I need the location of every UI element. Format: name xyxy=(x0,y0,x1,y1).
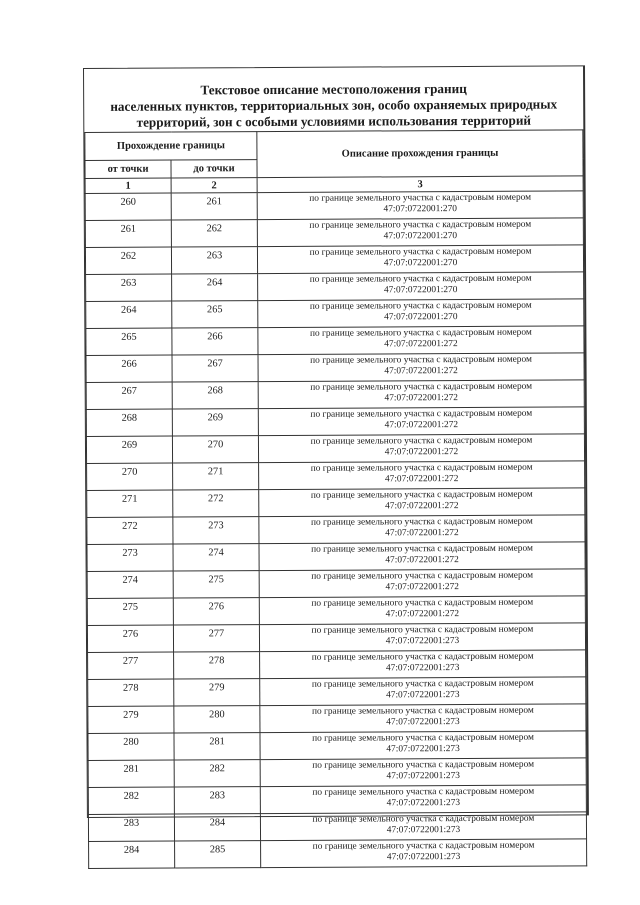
from-point-cell: 270 xyxy=(87,463,173,490)
table-header-row xyxy=(85,130,583,161)
to-point-cell: 282 xyxy=(174,760,260,787)
description-text: по границе земельного участка с кадастровым номером xyxy=(311,678,534,690)
description-cell xyxy=(257,218,583,247)
cadastral-number: 47:07:0722001:273 xyxy=(386,744,460,755)
from-point-cell: 271 xyxy=(87,490,173,517)
cadastral-number: 47:07:0722001:270 xyxy=(384,312,458,323)
description-cell xyxy=(260,812,586,841)
to-point-cell: 265 xyxy=(172,301,258,328)
table-row xyxy=(85,245,583,275)
title-line: Текстовое описание местоположения границ xyxy=(200,80,467,98)
description-text: по границе земельного участка с кадастровым номером xyxy=(310,516,533,528)
table-row xyxy=(88,812,586,842)
from-point-cell: 275 xyxy=(87,598,173,625)
from-point-cell: 274 xyxy=(87,571,173,598)
description-text: по границе земельного участка с кадастровым номером xyxy=(310,354,532,366)
from-point-cell: 267 xyxy=(86,382,172,409)
boundary-table xyxy=(84,129,587,869)
to-point-cell: 284 xyxy=(174,814,260,841)
cadastral-number: 47:07:0722001:273 xyxy=(386,798,461,809)
description-cell xyxy=(258,272,584,301)
description-text: по границе земельного участка с кадастровым номером xyxy=(310,462,533,474)
to-point-cell: 277 xyxy=(173,625,259,652)
description-cell xyxy=(258,434,584,463)
from-point-cell: 273 xyxy=(87,544,173,571)
to-point-cell: 275 xyxy=(173,571,259,598)
table-row xyxy=(88,677,586,707)
description-text: по границе земельного участка с кадастровым номером xyxy=(312,840,535,852)
description-text: по границе земельного участка с кадастровым номером xyxy=(311,705,534,717)
from-point-cell: 279 xyxy=(88,706,174,733)
from-point-cell: 269 xyxy=(86,436,172,463)
cadastral-number: 47:07:0722001:272 xyxy=(385,555,459,566)
table-row xyxy=(88,731,586,761)
from-point-cell: 281 xyxy=(88,760,174,787)
description-text: по границе земельного участка с кадастровым номером xyxy=(311,543,533,555)
from-point-cell: 261 xyxy=(85,220,171,247)
to-point-cell: 261 xyxy=(171,193,257,220)
description-text: по границе земельного участка с кадастровым номером xyxy=(310,489,533,501)
table-row xyxy=(86,434,584,464)
to-point-cell: 267 xyxy=(172,355,258,382)
from-point-cell: 260 xyxy=(85,193,171,220)
description-text: по границе земельного участка с кадастровым номером xyxy=(309,246,532,258)
to-point-cell: 278 xyxy=(174,652,260,679)
description-cell xyxy=(260,650,586,679)
description-cell xyxy=(258,326,584,355)
to-point-cell: 280 xyxy=(174,706,260,733)
description-cell xyxy=(260,731,586,760)
description-text: по границе земельного участка с кадастровым номером xyxy=(310,408,533,420)
to-point-cell: 262 xyxy=(171,220,257,247)
description-cell xyxy=(259,596,585,625)
description-text: по границе земельного участка с кадастровым номером xyxy=(309,219,532,231)
title-line: территорий, зон с особыми условиями использования территорий xyxy=(136,112,532,130)
title-line: населенных пунктов, территориальных зон, особо охраняемых природных xyxy=(110,96,558,114)
table-row xyxy=(87,569,585,599)
description-cell xyxy=(259,515,585,544)
description-text: по границе земельного участка с кадастровым номером xyxy=(312,759,535,771)
column-number: 3 xyxy=(257,176,583,193)
description-text: по границе земельного участка с кадастровым номером xyxy=(309,300,532,312)
cadastral-number: 47:07:0722001:272 xyxy=(385,528,459,539)
description-cell xyxy=(261,839,587,868)
description-header: Описание прохождения границы xyxy=(257,130,583,178)
table-body xyxy=(85,191,587,869)
table-row xyxy=(88,704,586,734)
description-cell xyxy=(259,488,585,517)
from-point-header: от точки xyxy=(85,160,171,178)
description-text: по границе земельного участка с кадастровым номером xyxy=(311,570,534,582)
cadastral-number: 47:07:0722001:273 xyxy=(386,717,460,728)
table-row xyxy=(88,758,586,788)
from-point-cell: 272 xyxy=(87,517,173,544)
description-text: по границе земельного участка с кадастровым номером xyxy=(310,435,533,447)
description-text: по границе земельного участка с кадастровым номером xyxy=(309,192,532,204)
to-point-cell: 281 xyxy=(174,733,260,760)
cadastral-number: 47:07:0722001:272 xyxy=(385,609,460,620)
table-row xyxy=(88,650,586,680)
from-point-cell: 262 xyxy=(85,247,171,274)
to-point-cell: 283 xyxy=(174,787,260,814)
to-point-cell: 279 xyxy=(174,679,260,706)
description-text: по границе земельного участка с кадастровым номером xyxy=(309,327,532,339)
cadastral-number: 47:07:0722001:272 xyxy=(385,501,459,512)
table-row xyxy=(88,785,586,815)
description-cell xyxy=(258,407,584,436)
from-point-cell: 276 xyxy=(87,625,173,652)
from-point-cell: 280 xyxy=(88,733,174,760)
from-point-cell: 268 xyxy=(86,409,172,436)
to-point-cell: 269 xyxy=(172,409,258,436)
to-point-cell: 273 xyxy=(173,517,259,544)
from-point-cell: 282 xyxy=(88,787,174,814)
cadastral-number: 47:07:0722001:273 xyxy=(386,771,460,782)
table-row xyxy=(85,191,583,221)
description-cell xyxy=(260,785,586,814)
to-point-cell: 268 xyxy=(172,382,258,409)
cadastral-number: 47:07:0722001:273 xyxy=(386,852,461,863)
description-cell xyxy=(259,623,585,652)
description-text: по границе земельного участка с кадастровым номером xyxy=(311,597,534,609)
to-point-cell: 285 xyxy=(175,841,261,868)
cadastral-number: 47:07:0722001:272 xyxy=(384,447,459,458)
from-point-cell: 277 xyxy=(88,652,174,679)
to-point-cell: 274 xyxy=(173,544,259,571)
cadastral-number: 47:07:0722001:270 xyxy=(383,231,458,242)
to-point-cell: 272 xyxy=(173,490,259,517)
description-text: по границе земельного участка с кадастровым номером xyxy=(312,813,535,825)
from-point-cell: 264 xyxy=(86,301,172,328)
description-text: по границе земельного участка с кадастровым номером xyxy=(312,786,535,798)
description-cell xyxy=(257,191,583,220)
cadastral-number: 47:07:0722001:272 xyxy=(384,339,458,350)
cadastral-number: 47:07:0722001:272 xyxy=(384,474,459,485)
description-text: по границе земельного участка с кадастровым номером xyxy=(310,381,533,393)
cadastral-number: 47:07:0722001:273 xyxy=(385,636,460,647)
document-title xyxy=(84,66,583,132)
to-point-cell: 263 xyxy=(171,247,257,274)
to-point-cell: 276 xyxy=(173,598,259,625)
table-row xyxy=(87,515,585,545)
to-point-header: до точки xyxy=(171,160,257,178)
description-cell xyxy=(259,461,585,490)
table-row xyxy=(86,299,584,329)
table-row xyxy=(85,218,583,248)
cadastral-number: 47:07:0722001:272 xyxy=(384,393,458,404)
table-row xyxy=(86,272,584,302)
table-row xyxy=(89,839,587,869)
description-cell xyxy=(260,677,586,706)
description-text: по границе земельного участка с кадастровым номером xyxy=(312,732,534,744)
from-point-cell: 263 xyxy=(86,274,172,301)
table-row xyxy=(87,488,585,518)
from-point-cell: 278 xyxy=(88,679,174,706)
table-row xyxy=(86,353,584,383)
from-point-cell: 266 xyxy=(86,355,172,382)
table-row xyxy=(87,542,585,572)
to-point-cell: 266 xyxy=(172,328,258,355)
description-text: по границе земельного участка с кадастровым номером xyxy=(311,624,534,636)
description-text: по границе земельного участка с кадастровым номером xyxy=(311,651,534,663)
cadastral-number: 47:07:0722001:272 xyxy=(385,582,459,593)
column-number: 2 xyxy=(171,178,257,193)
description-text: по границе земельного участка с кадастровым номером xyxy=(309,273,532,285)
cadastral-number: 47:07:0722001:270 xyxy=(383,285,458,296)
cadastral-number: 47:07:0722001:272 xyxy=(384,420,459,431)
to-point-cell: 264 xyxy=(172,274,258,301)
description-cell xyxy=(260,704,586,733)
from-point-cell: 265 xyxy=(86,328,172,355)
table-row xyxy=(86,380,584,410)
cadastral-number: 47:07:0722001:273 xyxy=(386,690,460,701)
description-cell xyxy=(258,353,584,382)
table-row xyxy=(86,407,584,437)
passage-header: Прохождение границы xyxy=(85,132,257,161)
cadastral-number: 47:07:0722001:273 xyxy=(386,825,461,836)
description-cell xyxy=(257,245,583,274)
from-point-cell: 283 xyxy=(88,814,174,841)
to-point-cell: 271 xyxy=(173,463,259,490)
description-cell xyxy=(259,569,585,598)
table-row xyxy=(87,461,585,491)
description-cell xyxy=(258,299,584,328)
column-number: 1 xyxy=(85,178,171,193)
table-row xyxy=(86,326,584,356)
cadastral-number: 47:07:0722001:272 xyxy=(384,366,458,377)
table-row xyxy=(87,596,585,626)
cadastral-number: 47:07:0722001:270 xyxy=(383,258,458,269)
description-cell xyxy=(260,758,586,787)
from-point-cell: 284 xyxy=(89,841,175,868)
table-row xyxy=(87,623,585,653)
description-cell xyxy=(259,542,585,571)
cadastral-number: 47:07:0722001:270 xyxy=(383,204,458,215)
cadastral-number: 47:07:0722001:273 xyxy=(385,663,460,674)
to-point-cell: 270 xyxy=(172,436,258,463)
description-cell xyxy=(258,380,584,409)
document-frame xyxy=(83,65,589,863)
